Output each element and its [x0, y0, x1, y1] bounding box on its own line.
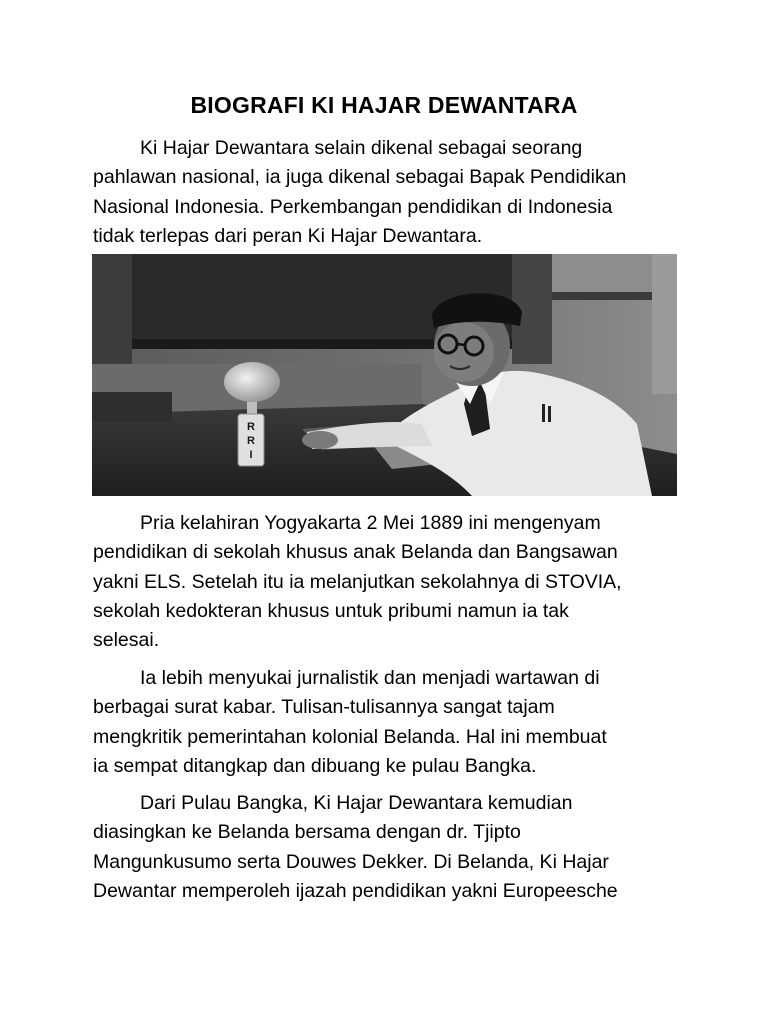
paragraph-line: sekolah kedokteran khusus untuk pribumi namun ia tak [93, 599, 569, 622]
paragraph-line: diasingkan ke Belanda bersama dengan dr. Tjipto [93, 821, 521, 844]
paragraph-line: Dewantar memperoleh ijazah pendidikan yakni Europeesche [93, 879, 618, 902]
mic-label-letter: R [247, 435, 255, 447]
paragraph-line: berbagai surat kabar. Tulisan-tulisannya sangat tajam [93, 696, 555, 719]
page-title: BIOGRAFI KI HAJAR DEWANTARA [190, 92, 578, 118]
mic-label-letter: R [247, 421, 255, 433]
paragraph-line: ia sempat ditangkap dan dibuang ke pulau Bangka. [93, 754, 537, 777]
paragraph-line: mengkritik pemerintahan kolonial Belanda. Hal ini membuat [93, 725, 607, 748]
paragraph-line: Pria kelahiran Yogyakarta 2 Mei 1889 ini mengenyam [140, 512, 601, 534]
paragraph-line: selesai. [93, 629, 160, 652]
paragraph-line: Ki Hajar Dewantara selain dikenal sebagai seorang [140, 137, 583, 159]
paragraph-4 [93, 789, 693, 906]
paragraph-line: Dari Pulau Bangka, Ki Hajar Dewantara kemudian [140, 792, 573, 814]
paragraph-line: Mangunkusumo serta Douwes Dekker. Di Belanda, Ki Hajar [93, 850, 609, 873]
paragraph-line: yakni ELS. Setelah itu ia melanjutkan sekolahnya di STOVIA, [93, 570, 622, 593]
paragraph-3 [93, 664, 693, 781]
paragraph-line: tidak terlepas dari peran Ki Hajar Dewantara. [93, 224, 483, 247]
paragraph-line: Nasional Indonesia. Perkembangan pendidikan di Indonesia [93, 195, 613, 218]
paragraph-1 [93, 134, 693, 251]
paragraph-line: pahlawan nasional, ia juga dikenal sebagai Bapak Pendidikan [93, 166, 627, 189]
paragraph-line: Ia lebih menyukai jurnalistik dan menjadi wartawan di [140, 667, 600, 689]
paragraph-2 [93, 509, 693, 655]
mic-label-letter: I [249, 449, 253, 461]
photo-illustration [92, 254, 677, 496]
paragraph-line: pendidikan di sekolah khusus anak Belanda dan Bangsawan [93, 541, 618, 564]
historical-photo [92, 254, 677, 496]
